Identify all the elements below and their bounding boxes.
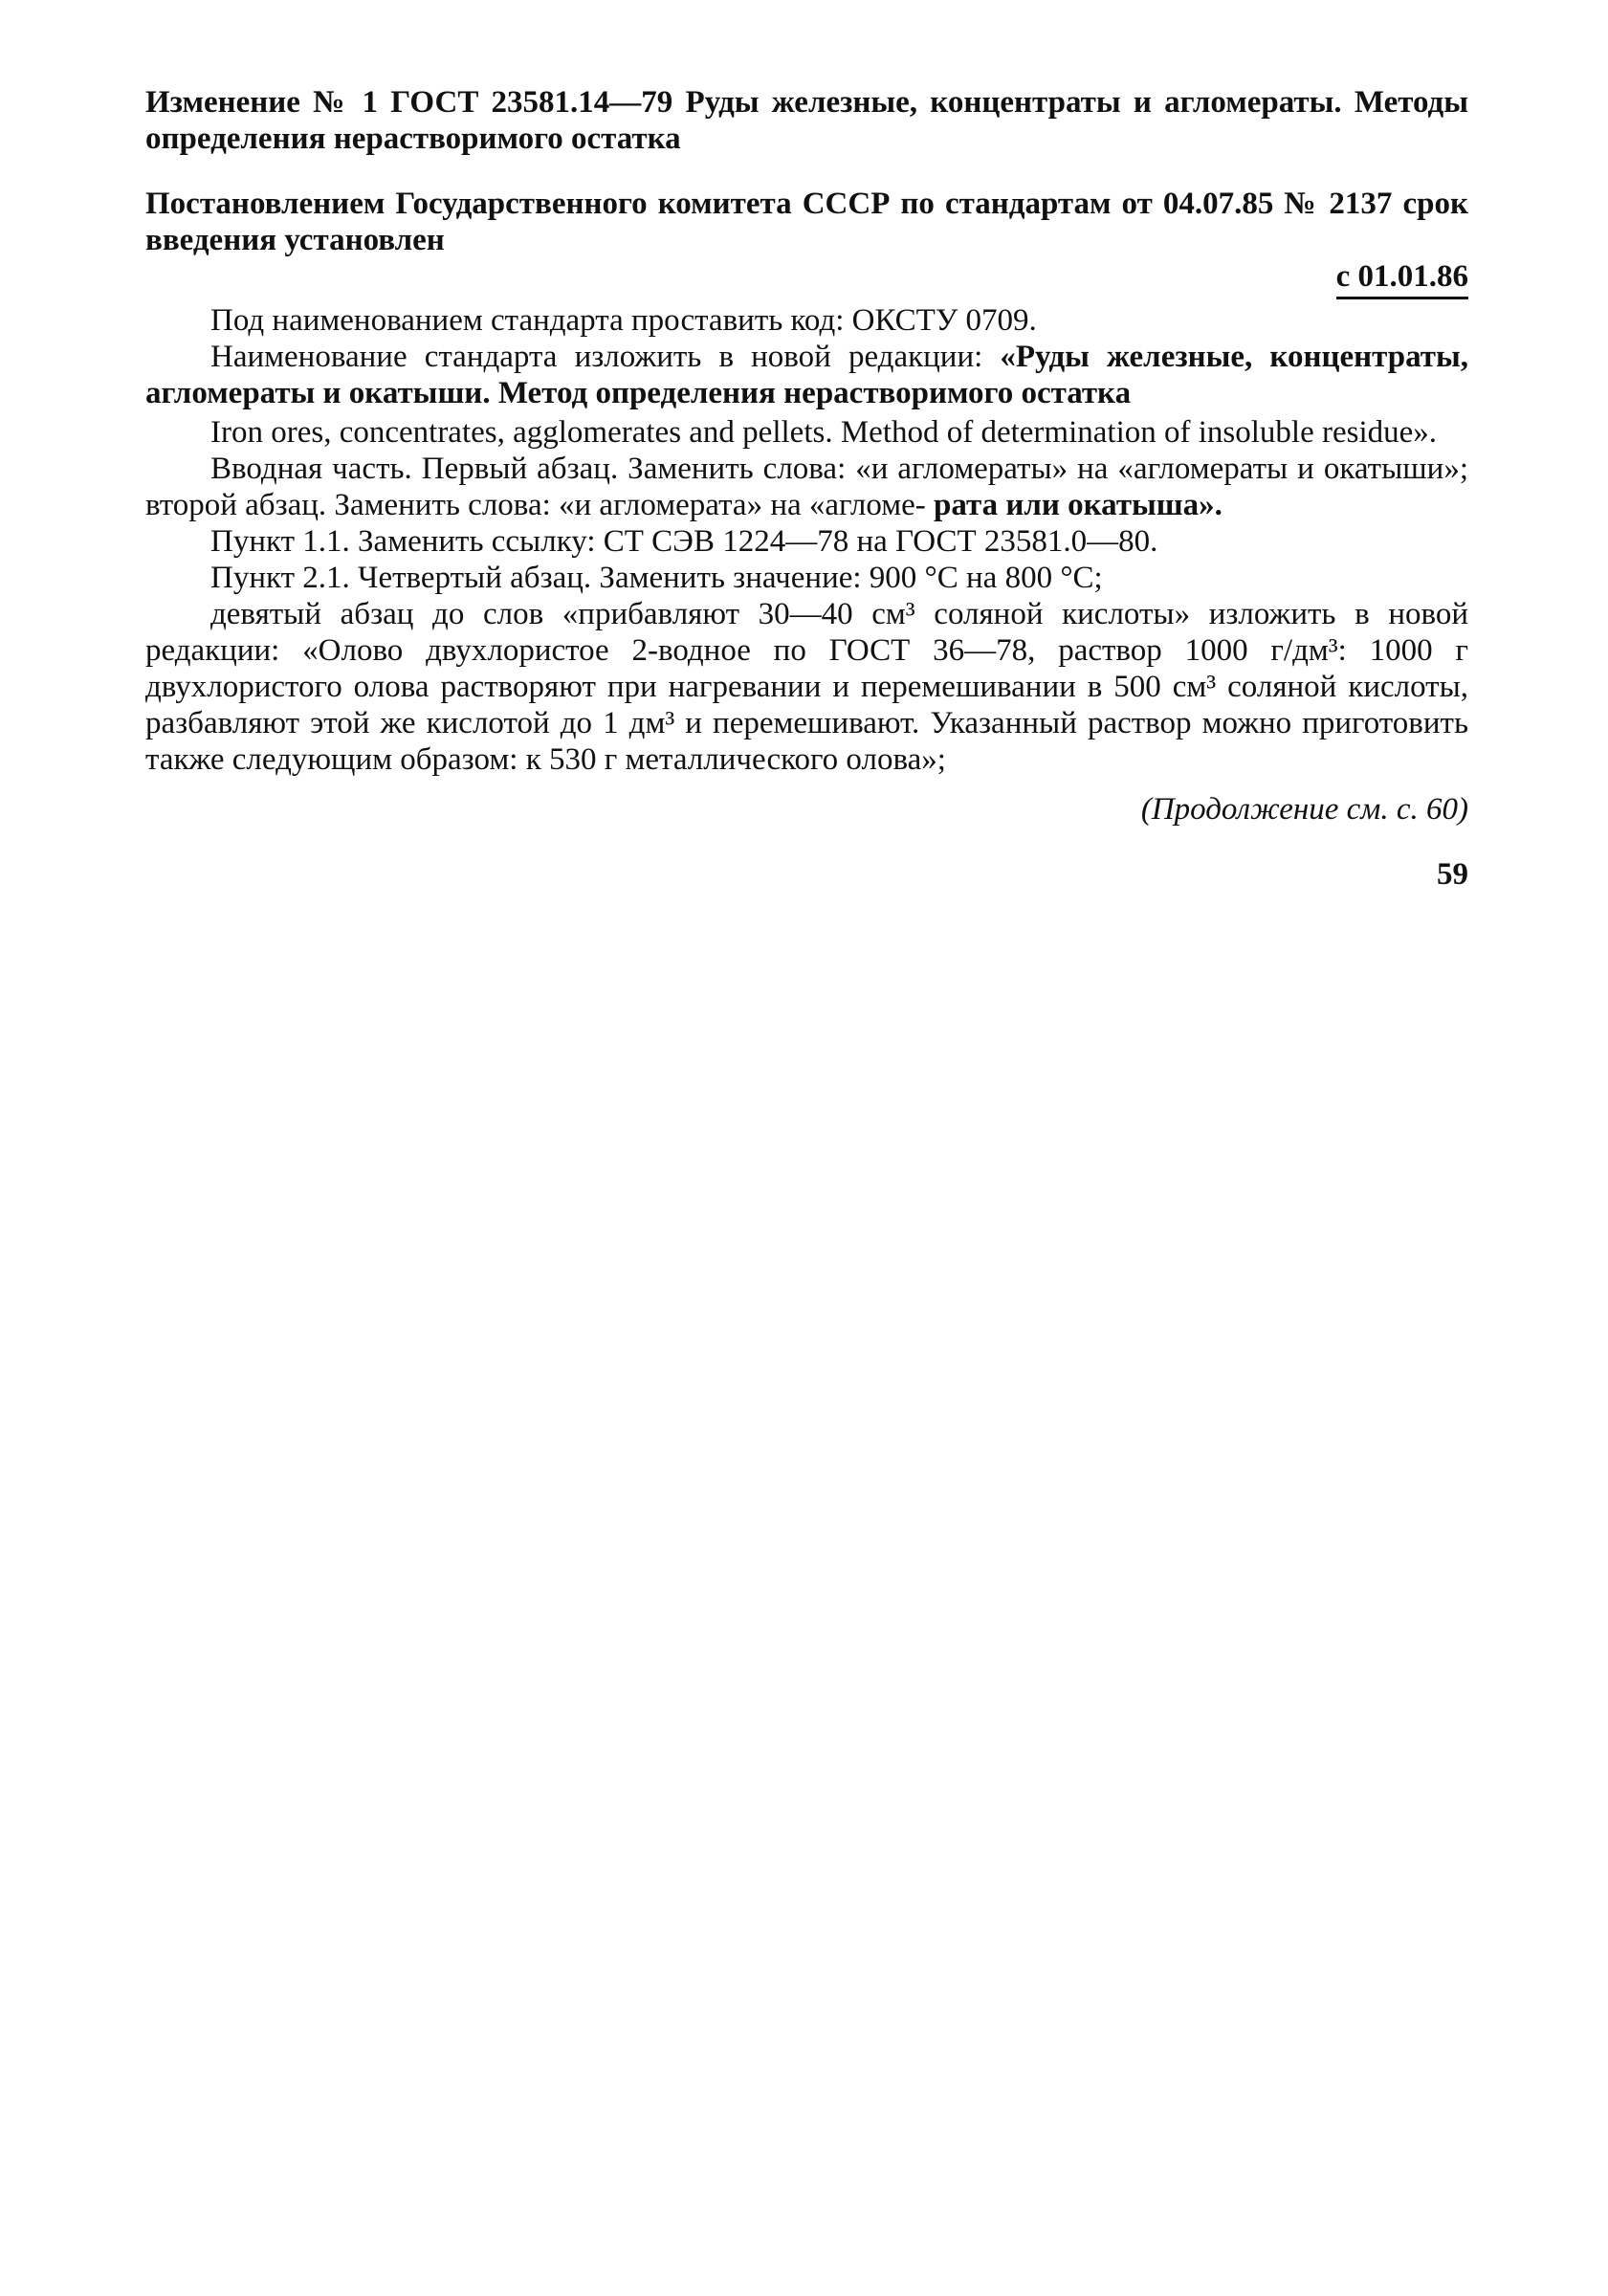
effective-date: с 01.01.86	[1336, 258, 1468, 299]
decree-text: Постановлением Государственного комитета СССР по стандартам от 04.07.85 № 2137 срок введения установлен	[145, 187, 1468, 257]
paragraph-ninth-abstract: девятый абзац до слов «прибавляют 30—40 см³ соляной кислоты» изложить в новой редакции: «Олово двухлористое 2-водное по ГОСТ 36—78, раствор 1000 г/дм³: 1000 г двухлористого олова растворяют при нагревании и перемешивании в 500 см³ соляной кислоты, разбавляют этой же кислотой до 1 дм³ и перемешивают. Указанный раствор можно приготовить также следующим образом: к 530 г металлического олова»;	[145, 597, 1468, 777]
introduction-text: Вводная часть. Первый абзац. Заменить слова: «и агломераты» на «агломераты и окатыши»; второй абзац. Заменить слова: «и агломерата» на «агломе-	[145, 452, 1468, 522]
amendment-heading: Изменение № 1 ГОСТ 23581.14—79 Руды железные, концентраты и агломераты. Методы определения нерастворимого остатка	[145, 85, 1468, 156]
paragraph-introduction	[145, 451, 1468, 523]
new-title-russian: «Руды железные, концентраты, агломераты и окатыши. Метод определения нерастворимого остатка	[145, 340, 1468, 410]
paragraph-clause-1-1: Пункт 1.1. Заменить ссылку: СТ СЭВ 1224—78 на ГОСТ 23581.0—80.	[210, 524, 1158, 559]
page-number: 59	[1437, 857, 1468, 892]
new-title-lead: Наименование стандарта изложить в новой редакции:	[210, 340, 1001, 374]
paragraph-new-title	[145, 339, 1468, 411]
continuation-note: (Продолжение см. с. 60)	[1140, 792, 1468, 827]
effective-date-line	[145, 258, 1468, 299]
paragraph-clause-2-1: Пункт 2.1. Четвертый абзац. Заменить значение: 900 °С на 800 °С;	[210, 561, 1103, 595]
introduction-bold-ending: рата или окатыша».	[934, 488, 1223, 522]
paragraph-english-title: Iron ores, concentrates, agglomerates and pellets. Method of determination of insoluble residue».	[210, 415, 1438, 450]
paragraph-okstu-code: Под наименованием стандарта проставить код: ОКСТУ 0709.	[210, 303, 1037, 338]
